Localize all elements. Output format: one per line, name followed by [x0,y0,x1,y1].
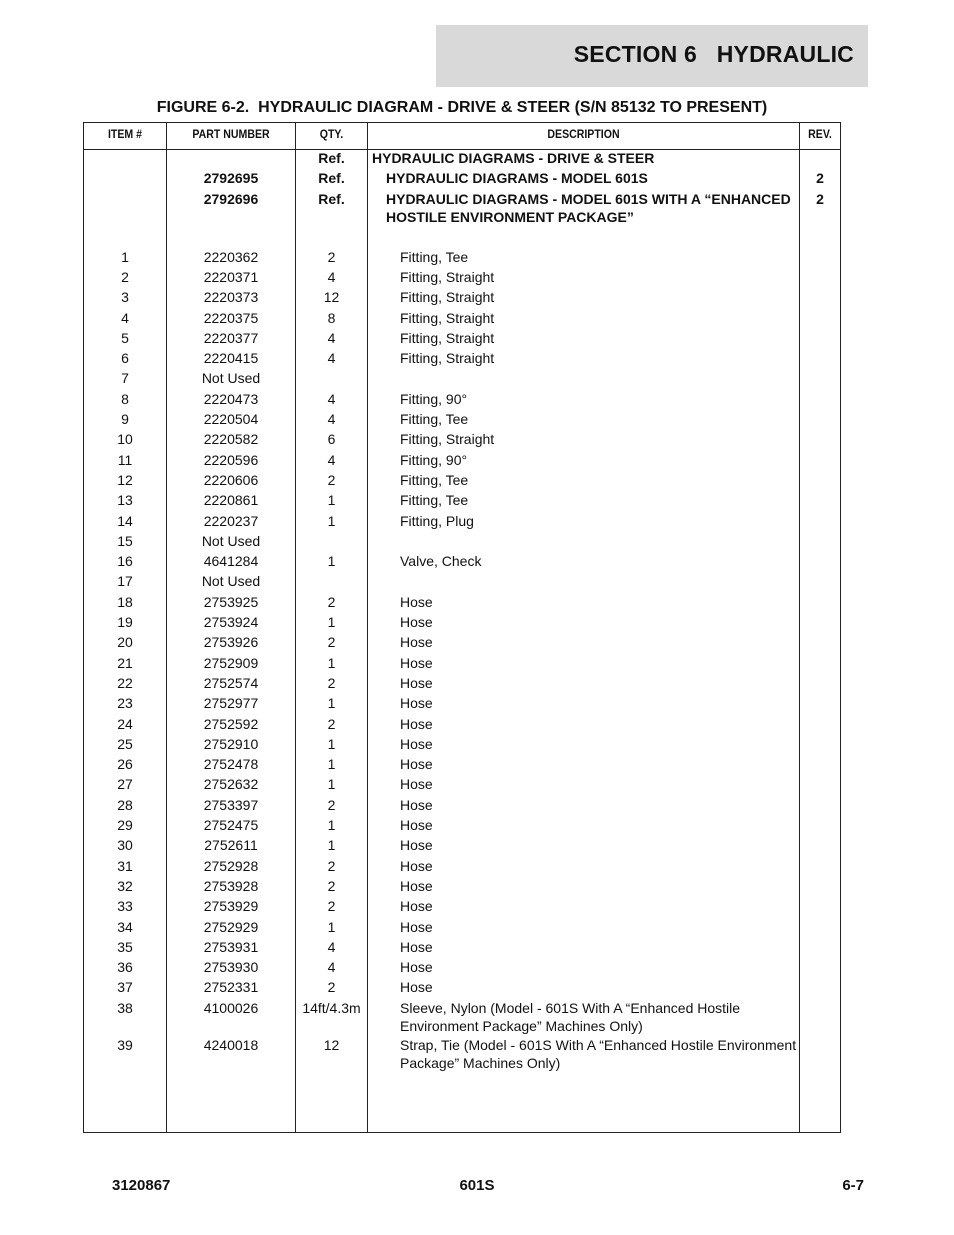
item-number: 34 [117,918,133,935]
revision: 2 [816,190,824,207]
description: Hose [400,756,433,773]
description: Fitting, Tee [400,492,469,509]
description: Fitting, Tee [400,248,469,265]
part-number: 4641284 [203,553,259,570]
description: Fitting, Straight [400,309,495,326]
item-number: 21 [117,654,133,671]
header-part-number: PART NUMBER [192,127,270,141]
description: Hose [400,877,433,894]
quantity: 2 [327,248,336,265]
part-number: 2753924 [203,614,259,630]
item-number: 27 [117,776,133,793]
footer-page-number: 6-7 [842,1177,864,1194]
description: HYDRAULIC DIAGRAMS - MODEL 601S WITH A “ENHANCED HOSTILE ENVIRONMENT PACKAGE” [386,190,791,225]
part-number: 2752929 [203,918,259,935]
footer-doc-number: 3120867 [112,1177,171,1194]
part-number: 2752909 [203,654,259,671]
part-number: 2753930 [203,959,259,976]
quantity: 2 [327,593,336,610]
part-number: 4240018 [203,1036,259,1053]
item-number: 11 [117,451,133,468]
quantity: 1 [327,492,336,509]
description: Hose [400,614,433,630]
item-number: 2 [121,268,129,285]
part-number: 2753931 [203,938,259,955]
figure-title: FIGURE 6-2. HYDRAULIC DIAGRAM - DRIVE & STEER (S/N 85132 TO PRESENT) [156,99,768,116]
description: Fitting, Tee [400,411,469,427]
quantity: 4 [327,390,336,407]
description: Fitting, Straight [400,329,495,346]
item-number: 30 [117,837,133,854]
part-number: 2220371 [203,268,259,285]
quantity: 4 [327,938,336,955]
part-number: 2752478 [203,756,259,773]
part-number: 2220375 [203,309,259,326]
description: Fitting, Straight [400,289,495,306]
quantity: 2 [327,715,336,732]
quantity: 12 [323,289,340,306]
quantity: 1 [327,817,336,833]
item-number: 38 [117,999,133,1016]
column-divider [367,123,368,1132]
quantity: 2 [327,898,336,915]
revision: 2 [816,170,824,187]
part-number: 2792695 [203,170,259,187]
item-number: 1 [121,248,129,265]
part-number: 2752977 [203,695,259,712]
part-number: 2752632 [203,776,259,793]
description: Hose [400,918,433,935]
quantity: 8 [327,309,336,326]
part-number: Not Used [201,532,261,549]
description: Fitting, 90° [400,451,468,468]
item-number: 25 [117,735,133,752]
header-description: DESCRIPTION [547,127,620,141]
item-number: 19 [117,614,133,630]
part-number: 2753925 [203,593,259,610]
item-number: 31 [117,857,133,874]
part-number: Not Used [201,370,261,387]
description: Hose [400,695,433,712]
parts-table [83,122,841,1133]
quantity: 6 [327,431,336,448]
item-number: 39 [117,1036,133,1053]
item-number: 29 [117,817,133,833]
quantity: 1 [327,512,336,529]
item-number: 22 [117,674,133,691]
section-header [436,25,868,87]
part-number: 2220861 [203,492,259,509]
quantity: 4 [327,451,336,468]
header-item: ITEM # [107,127,143,141]
quantity: 4 [327,959,336,976]
quantity: Ref. [318,190,345,207]
item-number: 8 [121,390,129,407]
item-number: 20 [117,634,133,651]
quantity: 1 [327,695,336,712]
quantity: 2 [327,674,336,691]
description: Hose [400,715,433,732]
part-number: 2220606 [203,471,259,488]
header-qty: QTY. [319,127,344,141]
description: Fitting, Straight [400,431,495,448]
description: Fitting, Straight [400,350,495,367]
description: Fitting, Straight [400,268,495,285]
description: Hose [400,857,433,874]
description: HYDRAULIC DIAGRAMS - MODEL 601S [386,170,648,187]
quantity: 1 [327,756,336,773]
item-number: 23 [117,695,133,712]
quantity: Ref. [318,170,345,187]
description: Hose [400,796,433,813]
part-number: Not Used [201,573,261,590]
part-number: 2753926 [203,634,259,651]
description: Hose [400,735,433,752]
description: Valve, Check [400,553,482,570]
item-number: 5 [121,329,129,346]
part-number: 2752574 [203,674,259,691]
description: Hose [400,979,433,996]
part-number: 2752475 [203,817,259,833]
item-number: 10 [117,431,133,448]
part-number: 2753397 [203,796,259,813]
part-number: 4100026 [203,999,259,1016]
quantity: 1 [327,735,336,752]
part-number: 2220504 [203,411,259,427]
quantity: 4 [327,329,336,346]
part-number: 2220582 [203,431,259,448]
item-number: 16 [117,553,133,570]
description: Sleeve, Nylon (Model - 601S With A “Enhanced Hostile Environment Package” Machines Only) [400,999,741,1034]
description: Hose [400,959,433,976]
quantity: 4 [327,350,336,367]
part-number: 2752910 [203,735,259,752]
item-number: 9 [121,411,129,427]
quantity: 2 [327,796,336,813]
part-number: 2752611 [204,837,258,854]
item-number: 33 [117,898,133,915]
item-number: 35 [117,938,133,955]
quantity: 14ft/4.3m [302,999,361,1016]
part-number: 2792696 [203,190,259,207]
description: Hose [400,654,433,671]
description: Fitting, Tee [400,471,469,488]
item-number: 17 [117,573,133,590]
part-number: 2753928 [203,877,259,894]
item-number: 4 [121,309,129,326]
item-number: 13 [117,492,133,509]
quantity: 1 [327,614,336,630]
quantity: 2 [327,471,336,488]
description: Hose [400,898,433,915]
quantity: 12 [323,1036,340,1053]
quantity: 1 [327,918,336,935]
part-number: 2753929 [203,898,259,915]
description: Hose [400,776,433,793]
item-number: 32 [117,877,133,894]
item-number: 14 [117,512,133,529]
section-title: SECTION 6 HYDRAULIC [573,41,854,67]
part-number: 2220377 [203,329,259,346]
description: Fitting, Plug [400,512,474,529]
description: HYDRAULIC DIAGRAMS - DRIVE & STEER [372,150,655,166]
item-number: 12 [117,471,133,488]
item-number: 18 [117,593,133,610]
quantity: 2 [327,979,336,996]
part-number: 2752928 [203,857,259,874]
description: Hose [400,634,433,651]
part-number: 2220373 [203,289,259,306]
description: Hose [400,593,433,610]
item-number: 37 [117,979,133,996]
quantity: 1 [327,553,336,570]
part-number: 2220596 [203,451,259,468]
part-number: 2220415 [203,350,259,367]
item-number: 26 [117,756,133,773]
quantity: 2 [327,634,336,651]
item-number: 15 [117,532,133,549]
item-number: 3 [121,289,129,306]
description: Hose [400,938,433,955]
part-number: 2752331 [203,979,259,996]
quantity: 1 [327,776,336,793]
quantity: 2 [327,877,336,894]
item-number: 24 [117,715,133,732]
item-number: 28 [117,796,133,813]
quantity: 4 [327,411,336,427]
quantity: 4 [327,268,336,285]
header-rev: REV. [808,127,832,141]
description: Fitting, 90° [400,390,468,407]
part-number: 2220362 [203,248,259,265]
part-number: 2220237 [203,512,259,529]
item-number: 7 [121,370,129,387]
quantity: 1 [327,654,336,671]
item-number: 36 [117,959,133,976]
quantity: 1 [327,837,336,854]
description: Hose [400,674,433,691]
part-number: 2752592 [203,715,259,732]
quantity: 2 [327,857,336,874]
description: Strap, Tie (Model - 601S With A “Enhanced Hostile Environment Package” Machines Only) [400,1036,797,1071]
description: Hose [400,817,433,833]
item-number: 6 [121,350,129,367]
quantity: Ref. [318,150,345,166]
footer-model: 601S [459,1177,495,1194]
description: Hose [400,837,433,854]
part-number: 2220473 [203,390,259,407]
